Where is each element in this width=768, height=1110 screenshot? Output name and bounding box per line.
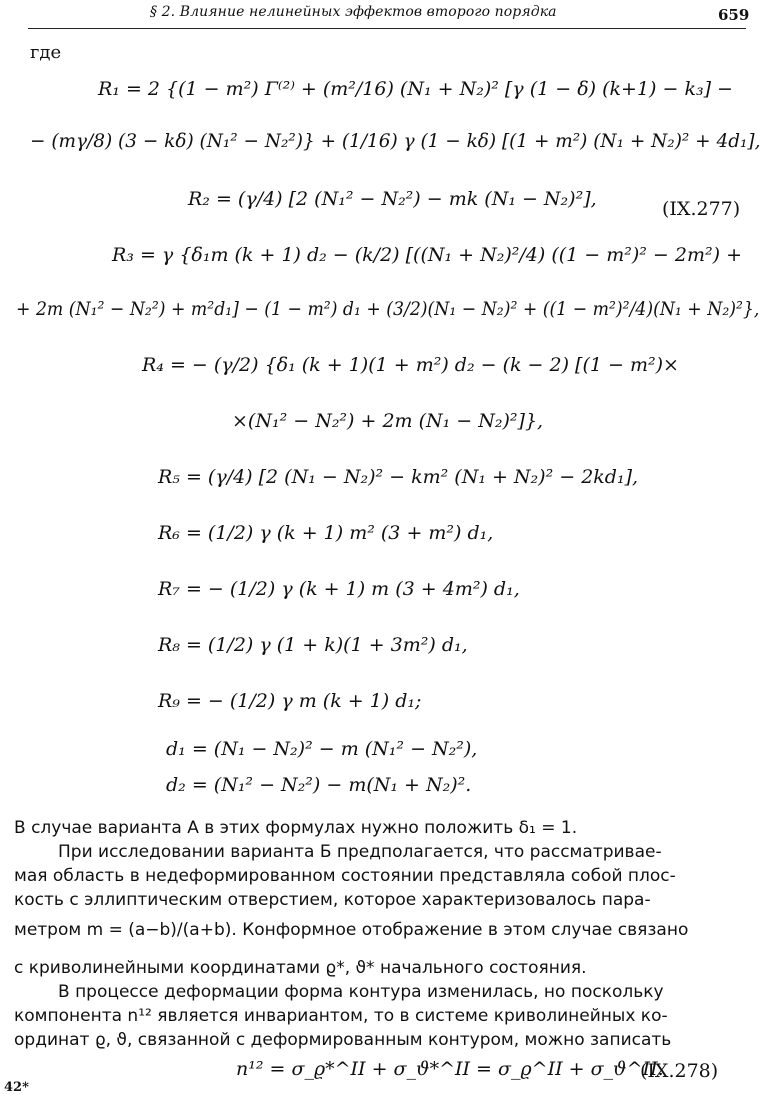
equation-r2: R₂ = (γ/4) [2 (N₁² − N₂²) − mk (N₁ − N₂)²], <box>188 188 597 210</box>
paragraph-line-4: кость с эллиптическим отверстием, которое характеризовалось пара- <box>14 890 651 910</box>
equation-r6: R₆ = (1/2) γ (k + 1) m² (3 + m²) d₁, <box>158 522 494 544</box>
running-title: § 2. Влияние нелинейных эффектов второго порядка <box>150 4 557 20</box>
paragraph-line-6: с криволинейными координатами ϱ*, ϑ* начального состояния. <box>14 958 587 978</box>
equation-r3-line1: R₃ = γ {δ₁m (k + 1) d₂ − (k/2) [((N₁ + N₂)²/4) ((1 − m²)² − 2m²) + <box>112 244 742 266</box>
equation-r8: R₈ = (1/2) γ (1 + k)(1 + 3m²) d₁, <box>158 634 468 656</box>
equation-n12: n¹² = σ_ϱ*^II + σ_ϑ*^II = σ_ϱ^II + σ_ϑ^II. <box>236 1058 664 1080</box>
equation-r3-line2: + 2m (N₁² − N₂²) + m²d₁] − (1 − m²) d₁ + (3/2)(N₁ − N₂)² + ((1 − m²)²/4)(N₁ + N₂)²}, <box>16 298 760 320</box>
paragraph-line-7: В процессе деформации форма контура изменилась, но поскольку <box>58 982 664 1002</box>
equation-r5: R₅ = (γ/4) [2 (N₁ − N₂)² − km² (N₁ + N₂)² − 2kd₁], <box>158 466 639 488</box>
paragraph-line-2: При исследовании варианта Б предполагается, что рассматривае- <box>58 842 662 862</box>
equation-r1-line1: R₁ = 2 {(1 − m²) Γ⁽²⁾ + (m²/16) (N₁ + N₂)² [γ (1 − δ) (k+1) − k₃] − <box>98 78 733 100</box>
equation-tag-ix278: (IX.278) <box>640 1060 719 1082</box>
equation-r1-line2: − (mγ/8) (3 − kδ) (N₁² − N₂²)} + (1/16) γ (1 − kδ) [(1 + m²) (N₁ + N₂)² + 4d₁], <box>30 130 761 152</box>
equation-r4-line1: R₄ = − (γ/2) {δ₁ (k + 1)(1 + m²) d₂ − (k − 2) [(1 − m²)× <box>142 354 679 376</box>
intro-word: где <box>30 42 62 63</box>
equation-d2: d₂ = (N₁² − N₂²) − m(N₁ + N₂)². <box>166 774 472 796</box>
header-rule <box>28 28 746 29</box>
page-number: 659 <box>718 6 750 24</box>
paragraph-line-1: В случае варианта А в этих формулах нужно положить δ₁ = 1. <box>14 818 578 838</box>
footer-signature: 42* <box>4 1080 29 1095</box>
paragraph-line-3: мая область в недеформированном состоянии представляла собой плос- <box>14 866 676 886</box>
equation-d1: d₁ = (N₁ − N₂)² − m (N₁² − N₂²), <box>166 738 478 760</box>
equation-r9: R₉ = − (1/2) γ m (k + 1) d₁; <box>158 690 422 712</box>
paragraph-line-8: компонента n¹² является инвариантом, то в системе криволинейных ко- <box>14 1006 668 1026</box>
equation-r7: R₇ = − (1/2) γ (k + 1) m (3 + 4m²) d₁, <box>158 578 520 600</box>
equation-tag-ix277: (IX.277) <box>662 198 741 220</box>
paragraph-line-9: ординат ϱ, ϑ, связанной с деформированным контуром, можно записать <box>14 1030 672 1050</box>
paragraph-line-5: метром m = (a−b)/(a+b). Конформное отображение в этом случае связано <box>14 920 689 940</box>
equation-r4-line2: ×(N₁² − N₂²) + 2m (N₁ − N₂)²]}, <box>232 410 544 432</box>
